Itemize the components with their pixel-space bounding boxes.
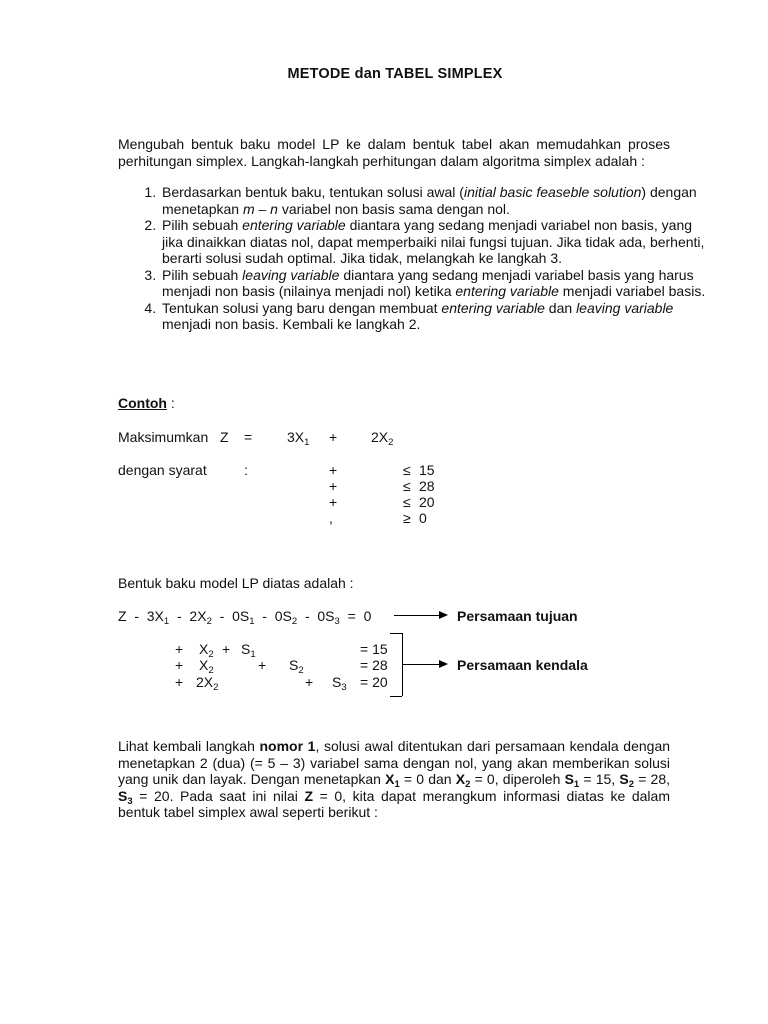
constraint-relation: ≤ [403,494,411,510]
constraint-relation: ≥ [403,510,411,526]
standard-form-intro: Bentuk baku model LP diatas adalah : [118,575,354,591]
final-paragraph: Lihat kembali langkah nomor 1, solusi awal ditentukan dari persamaan kendala dengan menetapkan 2 (dua) (= 5 – 3) variabel sama dengan nol, yang akan memberikan solusi yang unik dan layak. Dengan menetapkan $X_1 = 0$ dan $X_2 = 0$, diperoleh $S_1 = 15$, $S_2 = 28$, $S_3 = 20$. Pada saat ini nilai Z = 0, kita dapat merangkum informasi diatas ke dalam bentuk tabel simplex awal seperti berikut : [118,738,671,820]
bracket-top [390,633,402,634]
objective-term-2: $2X_2$ [371,429,394,448]
std-term-s: $S_1$ [241,641,256,660]
page-title: METODE dan TABEL SIMPLEX [287,66,503,82]
std-plus-1: + [175,674,184,690]
std-rhs: = 28 [360,657,388,673]
intro-paragraph: Mengubah bentuk baku model LP ke dalam bentuk tabel akan memudahkan proses perhitungan simplex. Langkah-langkah perhitungan dalam algoritma simplex adalah : [118,136,670,169]
std-plus-1: + [175,657,184,673]
list-item: 3. Pilih sebuah leaving variable diantara yang sedang menjadi variabel basis yang harus menjadi non basis (nilainya menjadi nol) ketika entering variable menjadi variabel basis. [160,267,712,300]
constraint-rhs: 0 [419,510,427,526]
constraints-label-kendala: Persamaan kendala [457,657,588,673]
std-term-s: $S_3$ [332,674,347,693]
std-term-x2: $X_2$ [199,657,214,676]
objective-z: Z [220,429,229,445]
std-rhs: = 20 [360,674,388,690]
objective-label: Maksimumkan [118,429,209,445]
constraints-label: dengan syarat [118,462,207,478]
std-plus-1: + [175,641,184,657]
objective-plus: + [329,429,338,445]
constraint-operator: + [329,462,338,478]
example-heading: Contoh : [118,395,175,411]
std-term-s: $S_2$ [289,657,304,676]
std-rhs: = 15 [360,641,388,657]
standard-objective: $Z - 3X_1 - 2X_2 - 0S_1 - 0S_2 - 0S_3 = 0$ [118,608,372,627]
list-item: 1. Berdasarkan bentuk baku, tentukan solusi awal (initial basic feaseble solution) dengan menetapkan m – n variabel non basis sama dengan nol. [160,184,712,217]
objective-equals: = [244,429,253,445]
list-item: 4. Tentukan solusi yang baru dengan membuat entering variable dan leaving variable menjadi non basis. Kembali ke langkah 2. [160,300,712,333]
constraint-operator: + [329,478,338,494]
list-item: 2. Pilih sebuah entering variable diantara yang sedang menjadi variabel non basis, yang jika dinaikkan diatas nol, dapat memperbaiki nilai fungsi tujuan. Jika tidak ada, berhenti, berarti solusi sudah optimal. Jika tidak, melangkah ke langkah 3. [160,217,712,267]
std-term-x2: $X_2$ [199,641,214,660]
constraints-colon: : [244,462,248,478]
constraint-operator: , [329,510,333,526]
std-term-x2: $2X_2$ [196,674,219,693]
constraint-relation: ≤ [403,462,411,478]
objective-arrow-head [439,611,448,619]
constraint-relation: ≤ [403,478,411,494]
constraints-arrow-line [403,664,439,665]
constraint-rhs: 15 [419,462,435,478]
objective-arrow-line [394,615,439,616]
objective-label-tujuan: Persamaan tujuan [457,608,578,624]
std-plus-2: + [222,641,231,657]
steps-list [118,184,712,333]
constraint-operator: + [329,494,338,510]
std-plus-2: + [258,657,267,673]
constraints-arrow-head [439,660,448,668]
constraint-rhs: 20 [419,494,435,510]
constraint-rhs: 28 [419,478,435,494]
bracket-bottom [390,696,402,697]
std-plus-2: + [305,674,314,690]
objective-term-1: $3X_1$ [287,429,310,448]
